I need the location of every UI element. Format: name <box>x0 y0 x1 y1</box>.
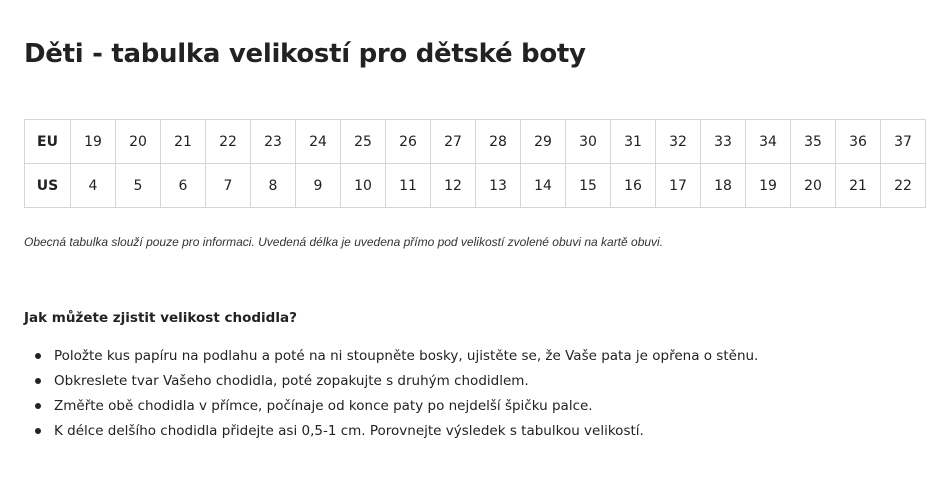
size-cell: 4 <box>71 164 116 208</box>
size-cell: 10 <box>341 164 386 208</box>
size-cell: 19 <box>746 164 791 208</box>
bullet-icon <box>35 353 41 359</box>
size-cell: 31 <box>611 120 656 164</box>
measure-step <box>24 396 758 421</box>
size-cell: 12 <box>431 164 476 208</box>
size-cell: 26 <box>386 120 431 164</box>
size-cell: 23 <box>251 120 296 164</box>
size-cell: 24 <box>296 120 341 164</box>
size-cell: 6 <box>161 164 206 208</box>
measure-step-text: Obkreslete tvar Vašeho chodidla, poté zopakujte s druhým chodidlem. <box>54 373 529 389</box>
size-cell: 16 <box>611 164 656 208</box>
size-cell: 17 <box>656 164 701 208</box>
size-cell: 22 <box>206 120 251 164</box>
size-cell: 18 <box>701 164 746 208</box>
size-cell: 15 <box>566 164 611 208</box>
size-cell: 28 <box>476 120 521 164</box>
size-cell: 37 <box>881 120 926 164</box>
size-table <box>24 119 926 208</box>
size-cell: 9 <box>296 164 341 208</box>
measure-step <box>24 371 758 396</box>
size-cell: 20 <box>791 164 836 208</box>
size-cell: 8 <box>251 164 296 208</box>
row-header: EU <box>25 120 71 164</box>
size-cell: 21 <box>836 164 881 208</box>
size-cell: 13 <box>476 164 521 208</box>
size-cell: 11 <box>386 164 431 208</box>
size-cell: 33 <box>701 120 746 164</box>
bullet-icon <box>35 428 41 434</box>
size-cell: 32 <box>656 120 701 164</box>
size-cell: 19 <box>71 120 116 164</box>
row-header: US <box>25 164 71 208</box>
measure-step-text: Položte kus papíru na podlahu a poté na ni stoupněte bosky, ujistěte se, že Vaše pata je opřena o stěnu. <box>54 348 759 364</box>
size-cell: 27 <box>431 120 476 164</box>
size-cell: 21 <box>161 120 206 164</box>
size-cell: 5 <box>116 164 161 208</box>
size-table-body <box>25 120 926 208</box>
measure-heading: Jak můžete zjistit velikost chodidla? <box>24 310 297 326</box>
page-title: Děti - tabulka velikostí pro dětské boty <box>24 39 586 69</box>
measure-step <box>24 346 758 371</box>
measure-steps-list <box>24 346 758 446</box>
measure-step-text: K délce delšího chodidla přidejte asi 0,5-1 cm. Porovnejte výsledek s tabulkou velikostí. <box>54 423 644 439</box>
size-cell: 30 <box>566 120 611 164</box>
measure-step <box>24 421 758 446</box>
size-cell: 35 <box>791 120 836 164</box>
bullet-icon <box>35 403 41 409</box>
size-cell: 7 <box>206 164 251 208</box>
size-cell: 29 <box>521 120 566 164</box>
size-cell: 25 <box>341 120 386 164</box>
size-cell: 14 <box>521 164 566 208</box>
size-row-us <box>25 164 926 208</box>
info-note: Obecná tabulka slouží pouze pro informaci. Uvedená délka je uvedena přímo pod velikostí zvolené obuvi na kartě obuvi. <box>24 235 664 249</box>
bullet-icon <box>35 378 41 384</box>
size-cell: 20 <box>116 120 161 164</box>
size-row-eu <box>25 120 926 164</box>
size-cell: 36 <box>836 120 881 164</box>
measure-step-text: Změřte obě chodidla v přímce, počínaje od konce paty po nejdelší špičku palce. <box>54 398 593 414</box>
size-cell: 22 <box>881 164 926 208</box>
size-cell: 34 <box>746 120 791 164</box>
